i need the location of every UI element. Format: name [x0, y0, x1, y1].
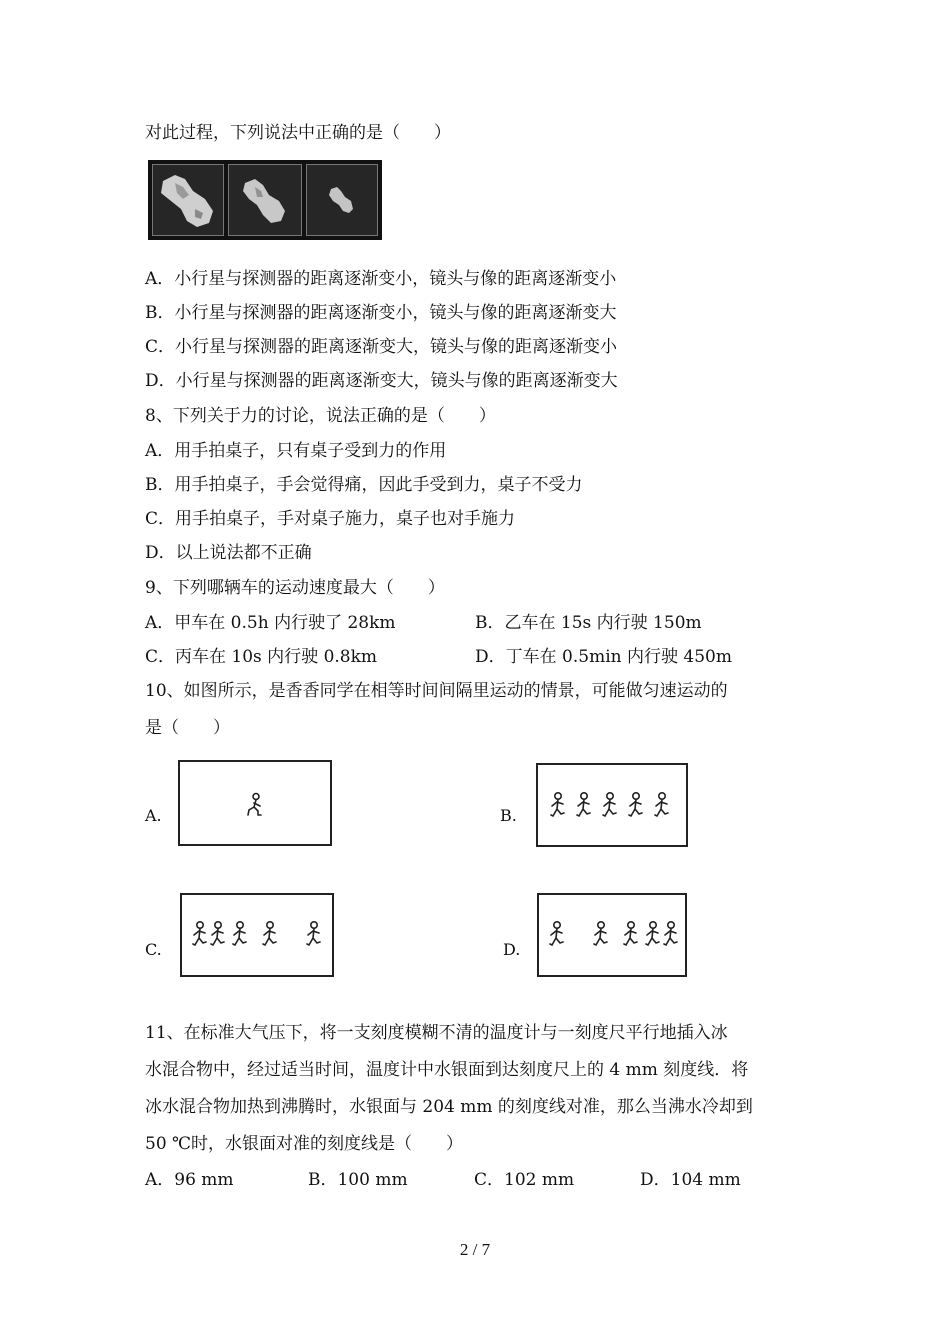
q11-stem-line2: 水混合物中，经过适当时间，温度计中水银面到达刻度尺上的 4 mm 刻度线．将 — [145, 1060, 749, 1080]
q10-figure-d — [537, 893, 687, 977]
runner-icon — [577, 793, 590, 816]
q9-option-b: B．乙车在 15s 内行驶 150m — [475, 613, 702, 633]
runner-icon — [594, 922, 607, 945]
runner-icon — [655, 793, 668, 816]
q10-figure-a — [178, 760, 332, 846]
q10-figure-c — [180, 893, 334, 977]
q7-option-d: D．小行星与探测器的距离逐渐变大，镜头与像的距离逐渐变大 — [145, 371, 618, 391]
runner-icon — [629, 793, 642, 816]
runner-icon — [263, 922, 276, 945]
q10-stem-line2: 是（ ） — [145, 718, 230, 738]
asteroid-photo-1 — [152, 164, 224, 236]
q8-option-a: A．用手拍桌子，只有桌子受到力的作用 — [145, 441, 447, 461]
q9-option-d: D．丁车在 0.5min 内行驶 450m — [475, 647, 732, 667]
q10-figure-label-b: B. — [500, 806, 517, 825]
runner-icon — [551, 793, 564, 816]
q10-stem-line1: 10、如图所示，是香香同学在相等时间间隔里运动的情景，可能做匀速运动的 — [145, 681, 728, 701]
q10-figure-b — [536, 763, 688, 847]
q9-option-a: A．甲车在 0.5h 内行驶了 28km — [145, 613, 396, 633]
q7-option-a: A．小行星与探测器的距离逐渐变小，镜头与像的距离逐渐变小 — [145, 269, 617, 289]
q7-stem: 对此过程，下列说法中正确的是（ ） — [145, 123, 451, 143]
asteroid-photo-3 — [306, 164, 378, 236]
crouching-figure-icon — [248, 794, 261, 816]
runner-icon — [307, 922, 320, 945]
q11-stem-line3: 冰水混合物加热到沸腾时，水银面与 204 mm 的刻度线对准，那么当沸水冷却到 — [145, 1097, 753, 1117]
q10-figure-label-a: A. — [145, 806, 162, 825]
q11-stem-line4: 50 ℃时，水银面对准的刻度线是（ ） — [145, 1134, 464, 1154]
q9-option-c: C．丙车在 10s 内行驶 0.8km — [145, 647, 378, 667]
runner-icon — [233, 922, 246, 945]
asteroid-photo-strip — [148, 160, 382, 240]
q7-option-b: B．小行星与探测器的距离逐渐变小，镜头与像的距离逐渐变大 — [145, 303, 617, 323]
q7-option-c: C．小行星与探测器的距离逐渐变大，镜头与像的距离逐渐变小 — [145, 337, 618, 357]
q11-option-d: D．104 mm — [640, 1170, 741, 1190]
q8-option-c: C．用手拍桌子，手对桌子施力，桌子也对手施力 — [145, 509, 516, 529]
runner-icon — [646, 922, 659, 945]
runner-icon — [193, 922, 206, 945]
q8-option-d: D．以上说法都不正确 — [145, 543, 312, 563]
q11-option-b: B．100 mm — [308, 1170, 408, 1190]
asteroid-photo-2 — [228, 164, 302, 236]
q11-stem-line1: 11、在标准大气压下，将一支刻度模糊不清的温度计与一刻度尺平行地插入冰 — [145, 1023, 728, 1043]
q9-stem: 9、下列哪辆车的运动速度最大（ ） — [145, 578, 445, 598]
q8-option-b: B．用手拍桌子，手会觉得痛，因此手受到力，桌子不受力 — [145, 475, 583, 495]
q11-option-c: C．102 mm — [474, 1170, 575, 1190]
runner-icon — [211, 922, 224, 945]
page-number: 2 / 7 — [459, 1240, 491, 1259]
runner-icon — [664, 922, 677, 945]
runner-icon — [603, 793, 616, 816]
q10-figure-label-c: C. — [145, 940, 162, 959]
q11-option-a: A．96 mm — [145, 1170, 234, 1190]
runner-icon — [550, 922, 563, 945]
q10-figure-label-d: D. — [503, 940, 521, 959]
runner-icon — [624, 922, 637, 945]
q8-stem: 8、下列关于力的讨论，说法正确的是（ ） — [145, 406, 496, 426]
